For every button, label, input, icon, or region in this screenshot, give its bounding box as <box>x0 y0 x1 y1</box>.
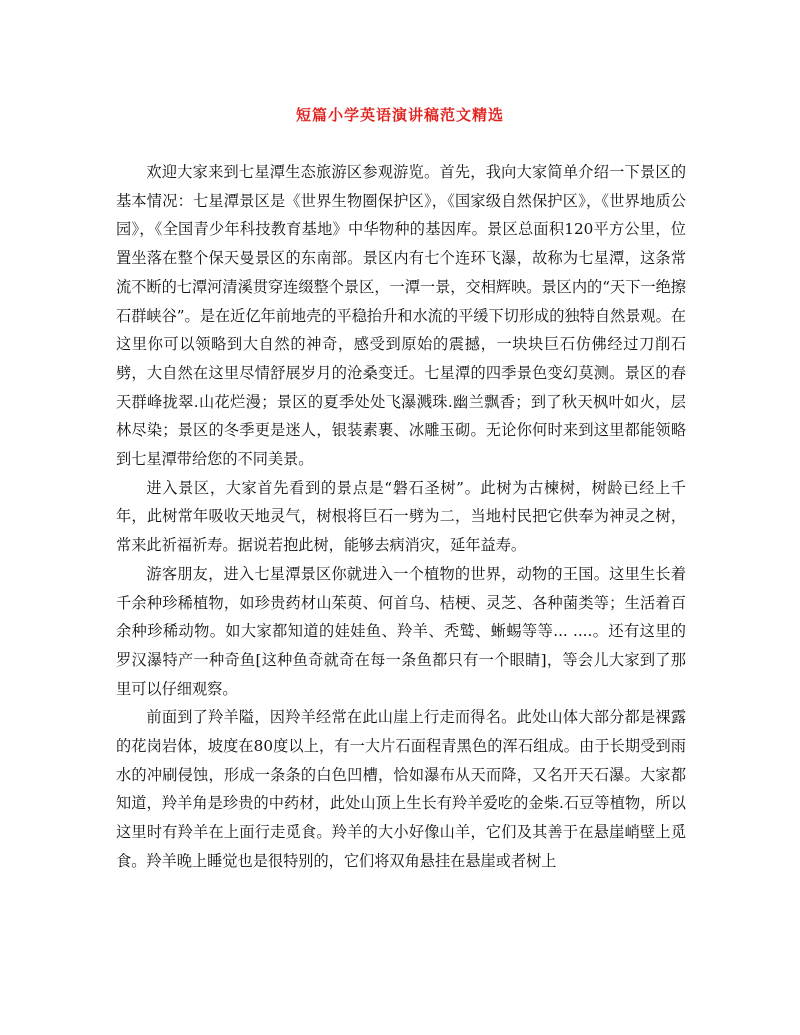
paragraph-intro: 欢迎大家来到七星潭生态旅游区参观游览。首先，我向大家简单介绍一下景区的基本情况：七星潭景区是《世界生物圈保护区》，《国家级自然保护区》，《世界地质公园》，《全国青少年科技教育基地》中华物种的基因库。景区总面积120平方公里，位置坐落在整个保天曼景区的东南部。景区内有七个连环飞瀑，故称为七星潭，这条常流不断的七潭河清溪贯穿连缀整个景区，一潭一景，交相辉映。景区内的“天下一绝擦石群峡谷”。是在近亿年前地壳的平稳抬升和水流的平缓下切形成的独特自然景观。在这里你可以领略到大自然的神奇，感受到原始的震撼，一块块巨石仿佛经过刀削石劈，大自然在这里尽情舒展岁月的沧桑变迁。七星潭的四季景色变幻莫测。景区的春天群峰拢翠.山花烂漫；景区的夏季处处飞瀑溅珠.幽兰飘香；到了秋天枫叶如火，层林尽染；景区的冬季更是迷人，银装素裹、冰雕玉砌。无论你何时来到这里都能领略到七星潭带给您的不同美景。 <box>116 163 686 469</box>
document-body <box>116 158 686 876</box>
paragraph-antelope-pass: 前面到了羚羊隘，因羚羊经常在此山崖上行走而得名。此处山体大部分都是裸露的花岗岩体，坡度在80度以上，有一大片石面程青黑色的浑石组成。由于长期受到雨水的冲刷侵蚀，形成一条条的白色凹槽，恰如瀑布从天而降，又名开天石瀑。大家都知道，羚羊角是珍贵的中药材，此处山顶上生长有羚羊爱吃的金柴.石豆等植物，所以这里时有羚羊在上面行走觅食。羚羊的大小好像山羊，它们及其善于在悬崖峭壁上觅食。羚羊晚上睡觉也是很特别的，它们将双角悬挂在悬崖或者树上 <box>116 708 686 870</box>
paragraph-sacred-tree: 进入景区，大家首先看到的景点是“磐石圣树”。此树为古楝树，树龄已经上千年，此树常年吸收天地灵气，树根将巨石一劈为二，当地村民把它供奉为神灵之树，常来此祈福祈寿。据说若抱此树，能够去病消灾，延年益寿。 <box>116 478 686 555</box>
paragraph-flora-fauna: 游客朋友，进入七星潭景区你就进入一个植物的世界，动物的王国。这里生长着千余种珍稀植物，如珍贵药材山茱萸、何首乌、桔梗、灵芝、各种菌类等；生活着百余种珍稀动物。如大家都知道的娃娃鱼、羚羊、秃鹫、蜥蜴等等... ....。还有这里的罗汉瀑特产一种奇鱼[这种鱼奇就奇在每一条鱼都只有一个眼睛]，等会儿大家到了那里可以仔细观察。 <box>116 564 686 698</box>
document-title: 短篇小学英语演讲稿范文精选 <box>295 106 504 124</box>
